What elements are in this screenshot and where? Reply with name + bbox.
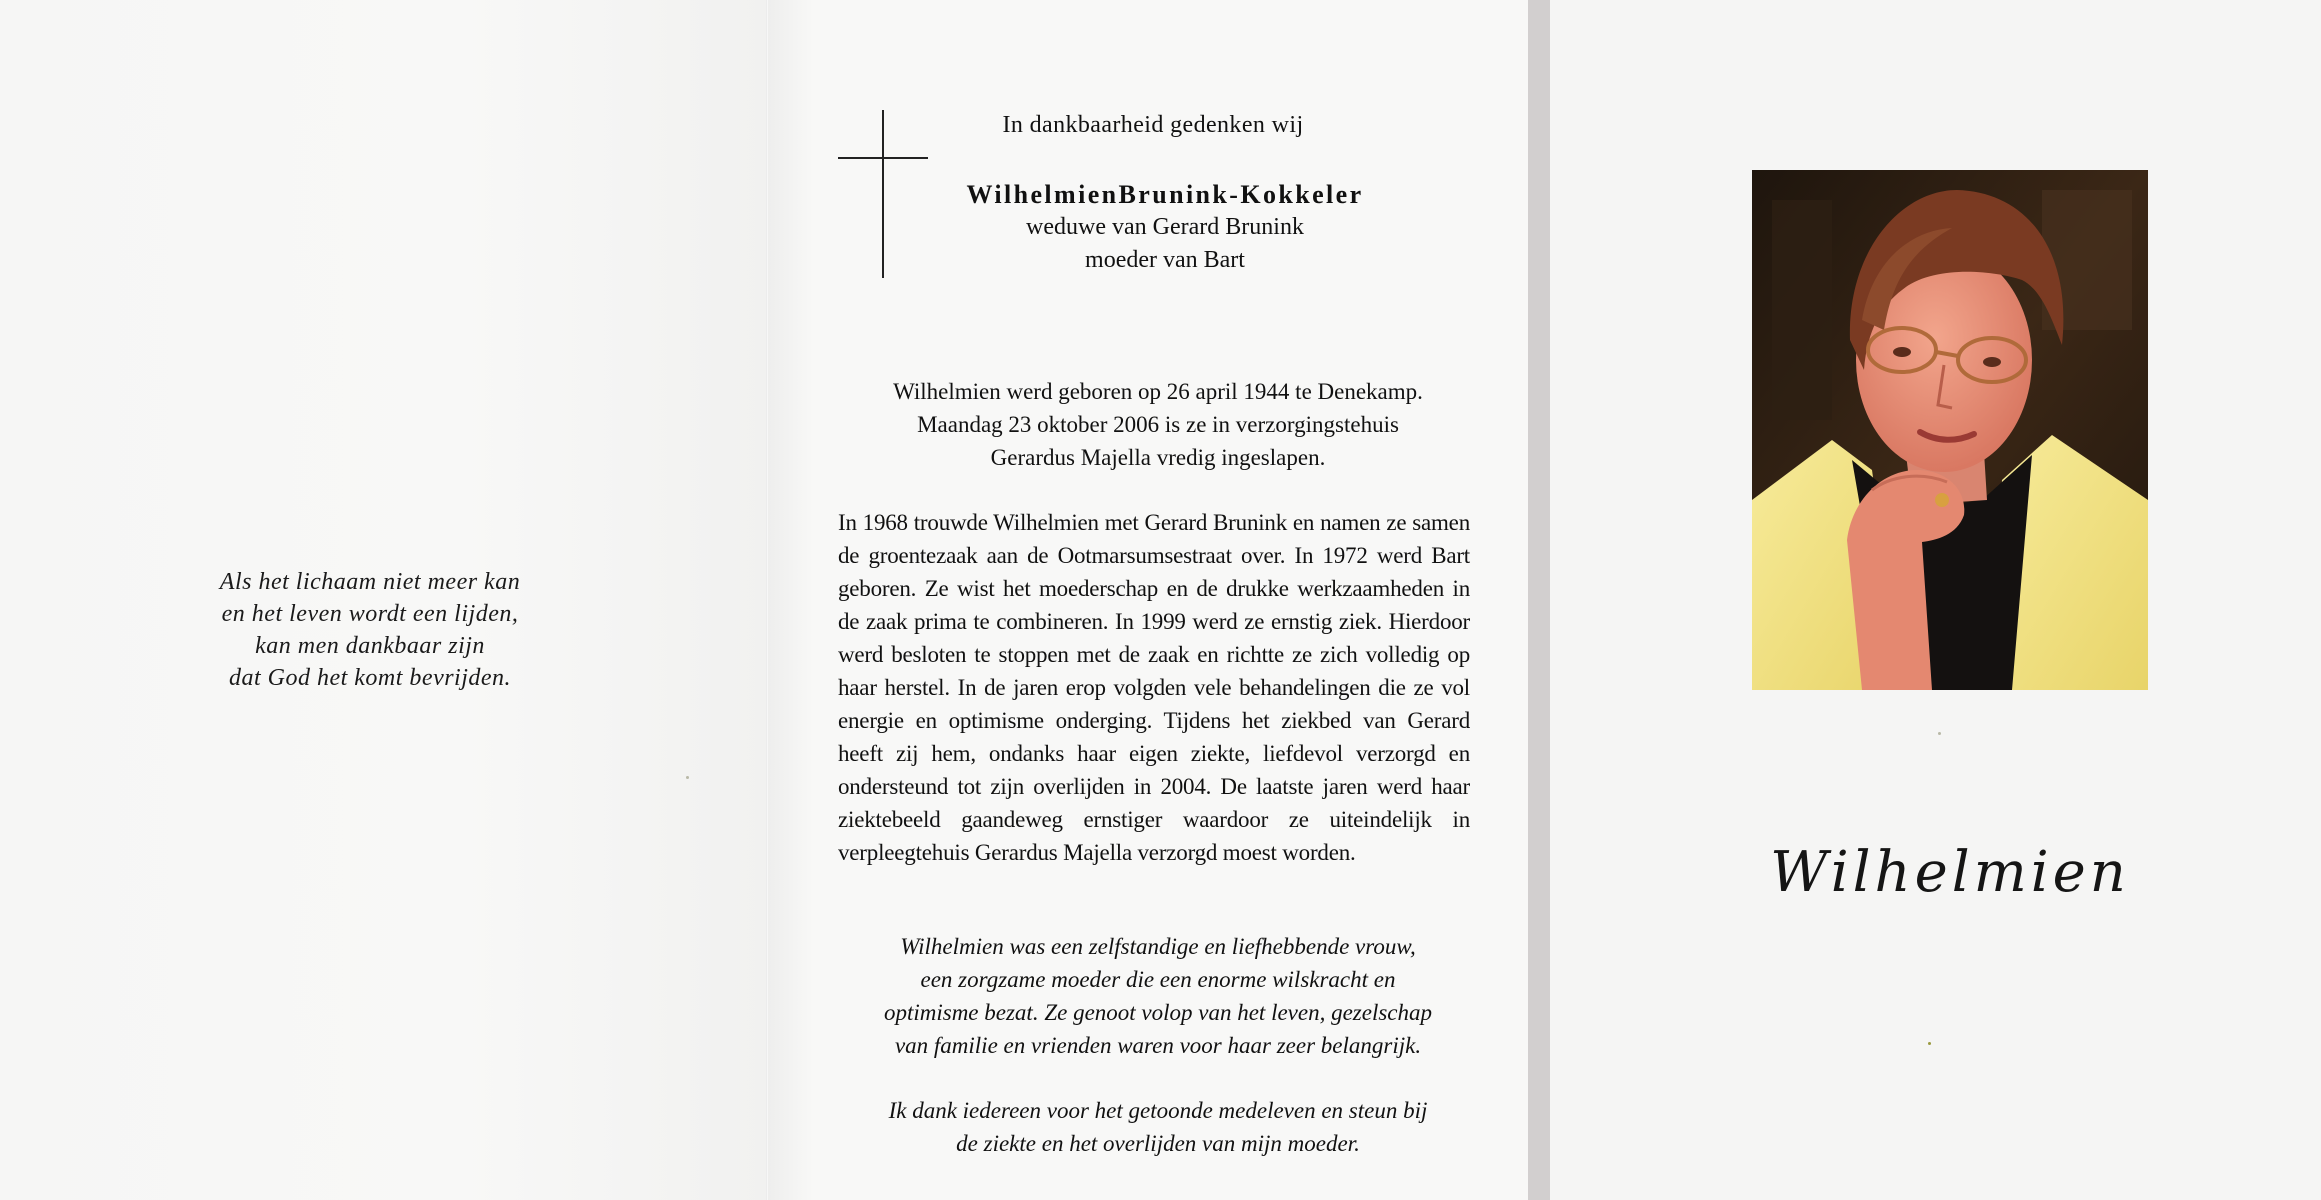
relation-line: weduwe van Gerard Brunink — [1026, 214, 1304, 240]
deceased-name: WilhelmienBrunink-Kokkeler — [966, 180, 1364, 209]
relation-line: moeder van Bart — [1085, 247, 1245, 273]
poem-line: en het leven wordt een lijden, — [221, 601, 519, 627]
portrait-photo — [1752, 170, 2148, 690]
cover-name: Wilhelmien — [1770, 840, 2130, 905]
tribute-paragraph — [838, 930, 1478, 1062]
tribute-line: optimisme bezat. Ze genoot volop van het leven, gezelschap — [883, 1000, 1433, 1025]
thanks-paragraph — [838, 1094, 1478, 1160]
name-block — [900, 178, 1430, 277]
tribute-line: een zorgzame moeder die een enorme wilskracht en — [920, 967, 1396, 992]
cross-icon-bar — [838, 157, 928, 159]
intro-text: In dankbaarheid gedenken wij — [1002, 112, 1304, 138]
portrait-illustration — [1752, 170, 2148, 690]
tribute-line: Wilhelmien was een zelfstandige en liefhebbende vrouw, — [900, 934, 1416, 959]
paper-speck — [1928, 1042, 1931, 1045]
thanks-line: de ziekte en het overlijden van mijn moeder. — [956, 1131, 1360, 1156]
thanks-line: Ik dank iedereen voor het getoonde medeleven en steun bij — [888, 1098, 1428, 1123]
paper-speck — [686, 776, 689, 779]
info-line: Wilhelmien werd geboren op 26 april 1944 te Denekamp. — [893, 379, 1423, 404]
paper-speck — [1938, 732, 1941, 735]
biography-paragraph: In 1968 trouwde Wilhelmien met Gerard Brunink en namen ze samen de groentezaak aan de Ootmarsumsestraat over. In 1972 werd Bart geboren. Ze wist het moederschap en de drukke werkzaamheden in de zaak prima te combineren. In 1999 werd ze ernstig ziek. Hierdoor werd besloten te stoppen met de zaak en richtte ze zich volledig op haar herstel. In de jaren erop volgden vele behandelingen die ze vol energie en optimisme onderging. Tijdens het ziekbed van Gerard heeft zij hem, ondanks haar eigen ziekte, liefdevol verzorgd en ondersteund tot zijn overlijden in 2004. De laatste jaren werd haar ziektebeeld gaandeweg ernstiger waardoor ze uiteindelijk in verpleegtehuis Gerardus Majella verzorgd moest worden. — [838, 510, 1470, 865]
info-line: Gerardus Majella vredig ingeslapen. — [990, 445, 1326, 470]
poem-line: kan men dankbaar zijn — [255, 633, 485, 659]
birth-death-info — [838, 375, 1478, 474]
info-line: Maandag 23 oktober 2006 is ze in verzorgingstehuis — [917, 412, 1399, 437]
tribute-line: van familie en vrienden waren voor haar zeer belangrijk. — [894, 1033, 1422, 1058]
cross-icon — [882, 110, 884, 278]
poem-line: dat God het komt bevrijden. — [228, 665, 512, 691]
poem — [150, 566, 590, 694]
poem-line: Als het lichaam niet meer kan — [219, 569, 521, 595]
card-left-panel — [0, 0, 768, 1200]
